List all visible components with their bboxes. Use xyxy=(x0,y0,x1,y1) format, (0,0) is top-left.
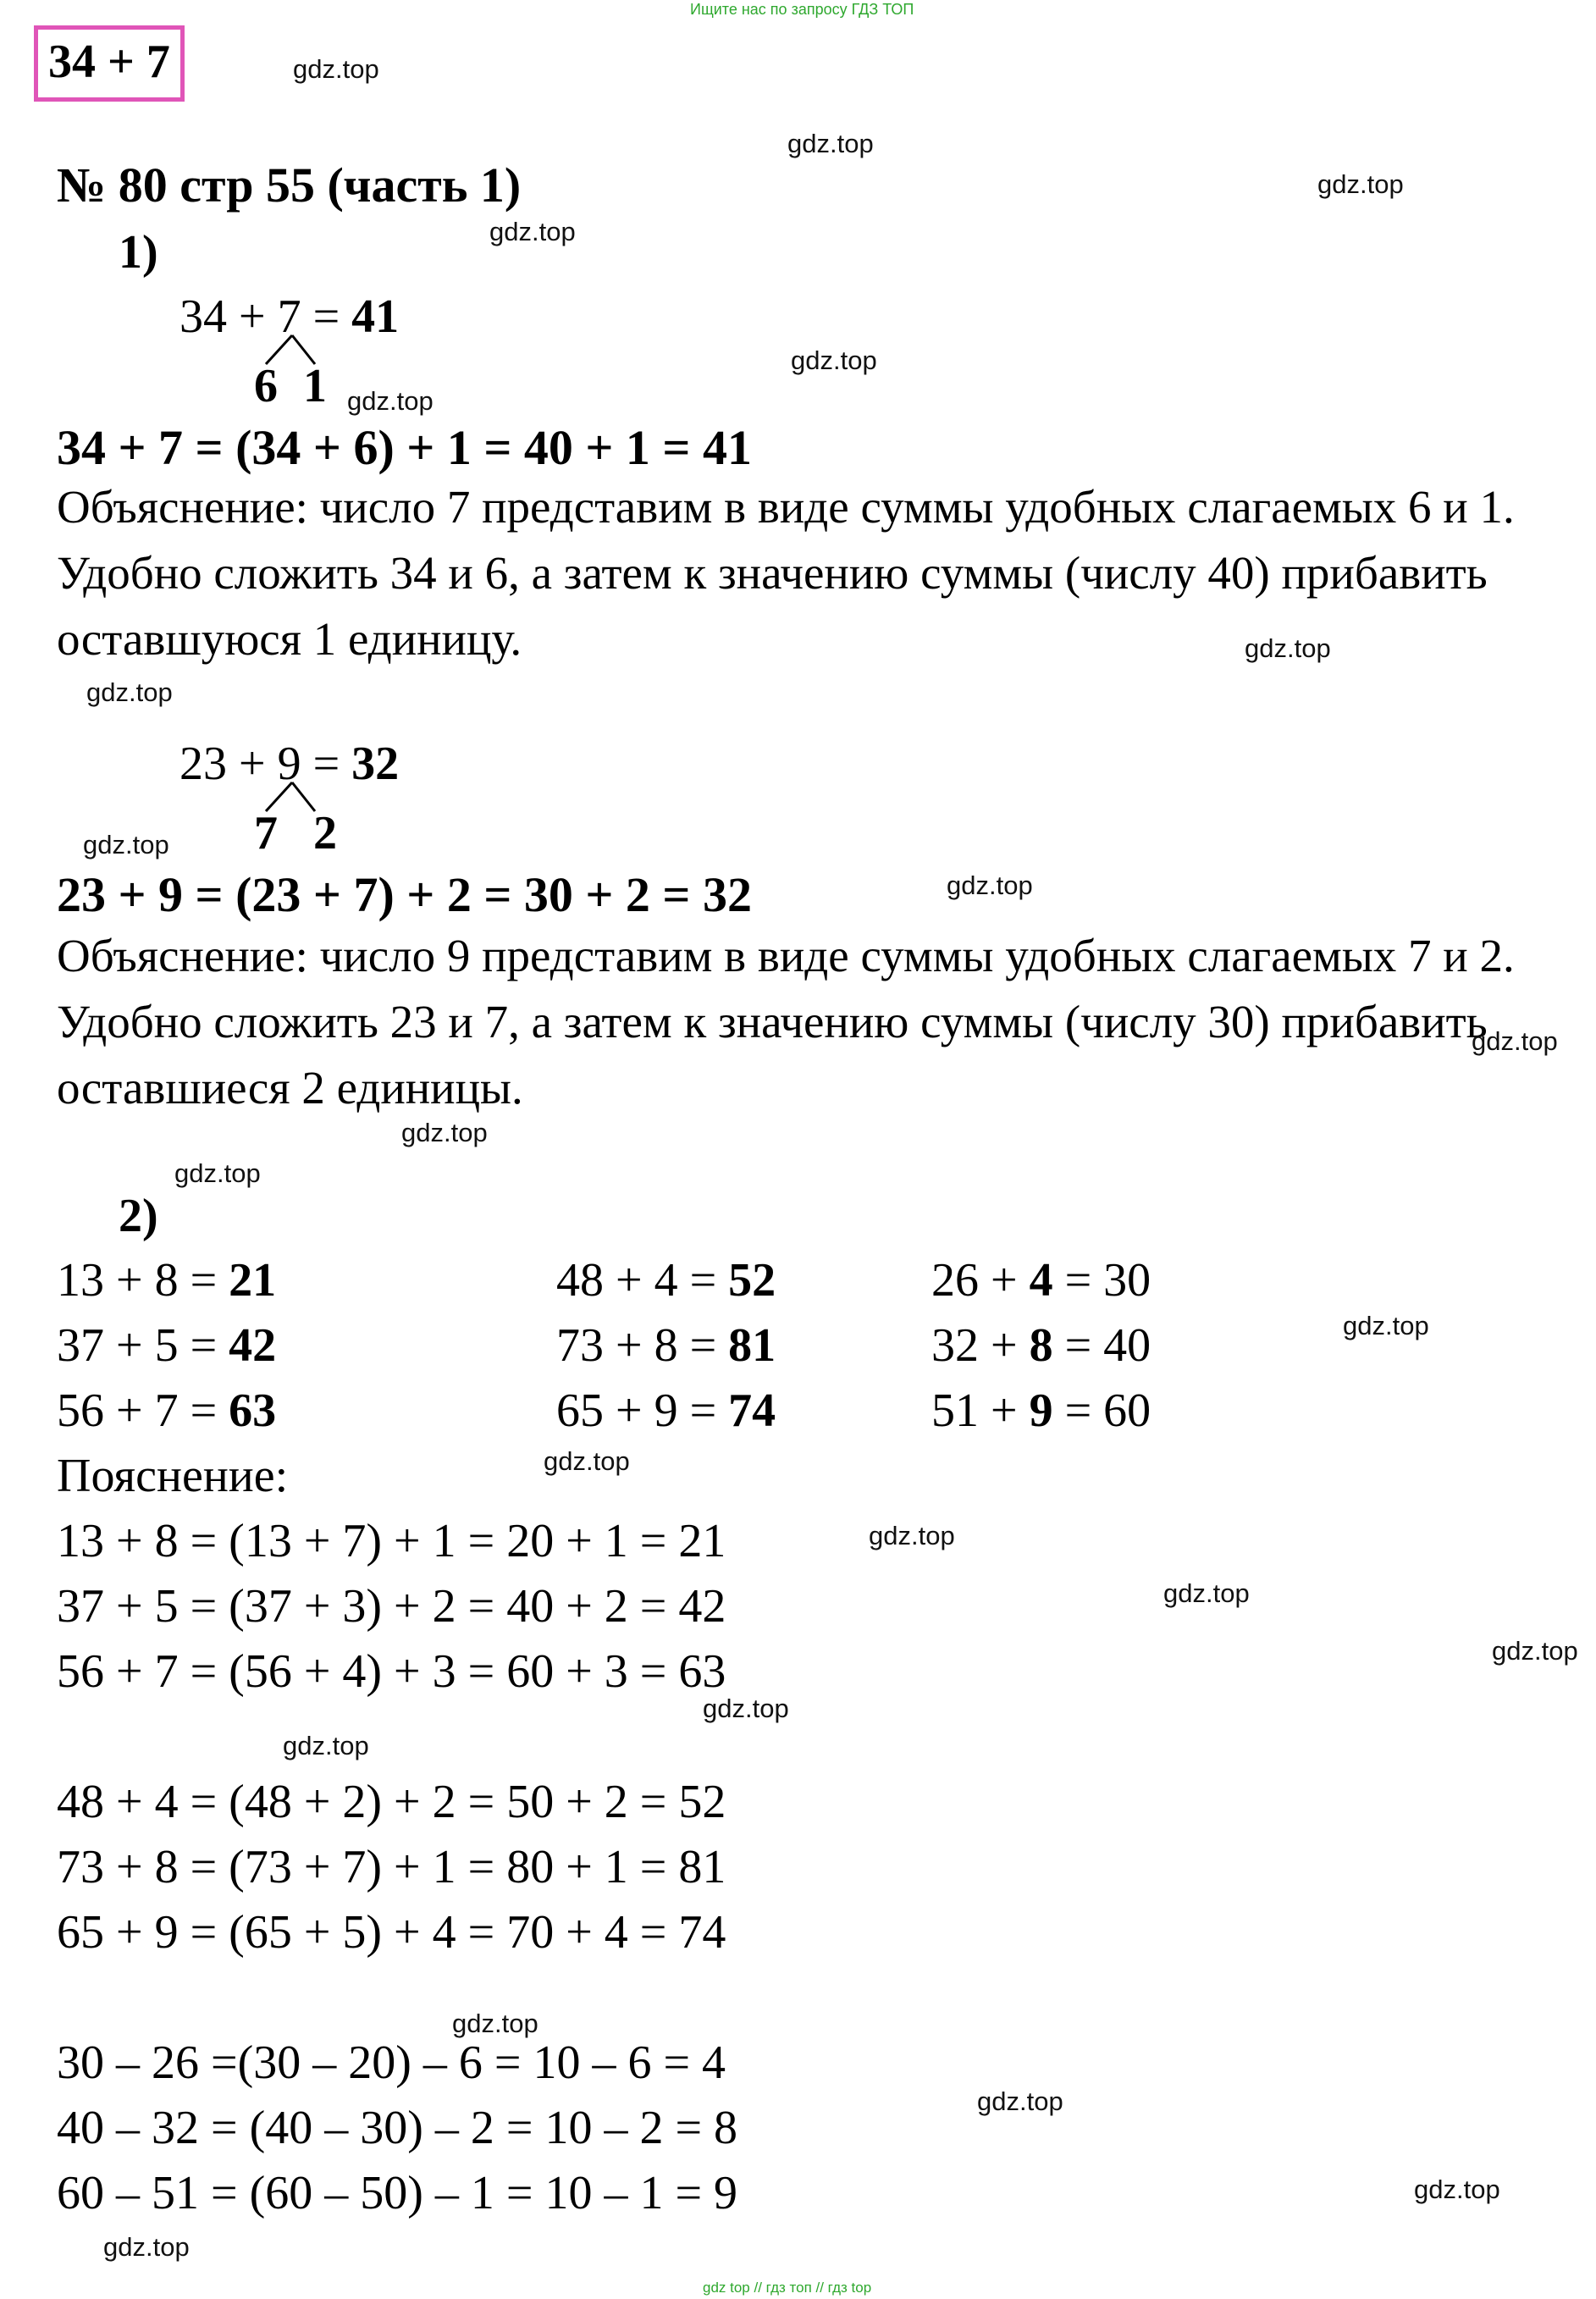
col1-row xyxy=(57,1254,277,1307)
top-search-note: Ищите нас по запросу ГДЗ ТОП xyxy=(690,1,914,18)
ex1-split-a: 6 xyxy=(254,360,278,412)
ex2-explanation: Объяснение: число 9 представим в виде суммы удобных слагаемых 7 и 2. Удобно сложить 23 и 7, а затем к значению суммы (числу 30) прибавить оставшиеся 2 единицы. xyxy=(57,930,1515,1114)
col2-row1-answer: 52 xyxy=(728,1254,776,1307)
watermark: gdz.top xyxy=(703,1694,789,1723)
col3-row3-pre: 51 + xyxy=(931,1384,1030,1437)
watermark: gdz.top xyxy=(293,54,379,84)
watermark: gdz.top xyxy=(791,345,877,375)
ex1-explanation: Объяснение: число 7 представим в виде суммы удобных слагаемых 6 и 1. Удобно сложить 34 и 6, а затем к значению суммы (числу 40) прибавить оставшуюся 1 единицу. xyxy=(57,481,1515,665)
col3-row1-post: = 30 xyxy=(1052,1254,1151,1307)
col1-row xyxy=(57,1384,277,1437)
col2-row xyxy=(556,1319,776,1372)
watermark: gdz.top xyxy=(869,1521,955,1550)
task-title: № 80 стр 55 (часть 1) xyxy=(57,158,522,213)
watermark: gdz.top xyxy=(1163,1578,1250,1608)
explanation-title: Пояснение: xyxy=(57,1450,289,1502)
col3-row2-bold: 8 xyxy=(1029,1319,1053,1372)
ex1-expr: 34 + 7 = xyxy=(179,290,352,343)
watermark: gdz.top xyxy=(1343,1311,1429,1340)
watermark: gdz.top xyxy=(452,2009,538,2038)
part1-label: 1) xyxy=(119,226,158,279)
col2-row2-expr: 73 + 8 = xyxy=(556,1319,729,1372)
col2-row xyxy=(556,1254,776,1307)
watermark: gdz.top xyxy=(401,1118,488,1147)
col1-row2-expr: 37 + 5 = xyxy=(57,1319,229,1372)
explain-line: 13 + 8 = (13 + 7) + 1 = 20 + 1 = 21 xyxy=(57,1515,726,1567)
explain-line: 48 + 4 = (48 + 2) + 2 = 50 + 2 = 52 xyxy=(57,1776,726,1828)
explain-line: 30 – 26 =(30 – 20) – 6 = 10 – 6 = 4 xyxy=(57,2036,726,2089)
watermark: gdz.top xyxy=(103,2232,190,2262)
watermark: gdz.top xyxy=(787,129,874,158)
col2-row3-expr: 65 + 9 = xyxy=(556,1384,729,1437)
ex1-split-b: 1 xyxy=(303,360,327,412)
watermark: gdz.top xyxy=(947,870,1033,900)
watermark: gdz.top xyxy=(977,2086,1063,2116)
col3-row xyxy=(931,1254,1151,1307)
col2-row xyxy=(556,1384,776,1437)
part2-label: 2) xyxy=(119,1190,158,1242)
ex1-answer: 41 xyxy=(351,290,400,343)
col1-row3-expr: 56 + 7 = xyxy=(57,1384,229,1437)
watermark: gdz.top xyxy=(83,830,169,859)
footer-note: gdz top // гдз топ // гдз top xyxy=(703,2280,872,2296)
ex2-expr: 23 + 9 = xyxy=(179,738,352,790)
explain-line: 37 + 5 = (37 + 3) + 2 = 40 + 2 = 42 xyxy=(57,1580,726,1633)
watermark: gdz.top xyxy=(1414,2175,1500,2204)
col3-row2-post: = 40 xyxy=(1052,1319,1151,1372)
col2-row2-answer: 81 xyxy=(728,1319,776,1372)
explain-line: 56 + 7 = (56 + 4) + 3 = 60 + 3 = 63 xyxy=(57,1645,726,1698)
watermark: gdz.top xyxy=(544,1446,630,1476)
ex2-full: 23 + 9 = (23 + 7) + 2 = 30 + 2 = 32 xyxy=(57,867,752,922)
watermark: gdz.top xyxy=(1472,1026,1558,1056)
ex2-split-a: 7 xyxy=(254,807,278,859)
col3-row3-bold: 9 xyxy=(1029,1384,1053,1437)
watermark: gdz.top xyxy=(489,217,576,246)
ex2-answer: 32 xyxy=(351,738,400,790)
explain-line: 65 + 9 = (65 + 5) + 4 = 70 + 4 = 74 xyxy=(57,1906,726,1959)
col1-row xyxy=(57,1319,277,1372)
col3-row3-post: = 60 xyxy=(1052,1384,1151,1437)
explain-line: 60 – 51 = (60 – 50) – 1 = 10 – 1 = 9 xyxy=(57,2167,738,2219)
col3-row2-pre: 32 + xyxy=(931,1319,1030,1372)
col3-row xyxy=(931,1384,1151,1437)
explain-line: 73 + 8 = (73 + 7) + 1 = 80 + 1 = 81 xyxy=(57,1841,726,1893)
col3-row1-pre: 26 + xyxy=(931,1254,1030,1307)
col2-row3-answer: 74 xyxy=(728,1384,776,1437)
col3-row xyxy=(931,1319,1151,1372)
header-box: 34 + 7 xyxy=(34,25,185,102)
ex1-full: 34 + 7 = (34 + 6) + 1 = 40 + 1 = 41 xyxy=(57,420,752,475)
watermark: gdz.top xyxy=(174,1158,261,1188)
watermark: gdz.top xyxy=(1317,169,1404,199)
col1-row1-answer: 21 xyxy=(229,1254,277,1307)
col3-row1-bold: 4 xyxy=(1029,1254,1053,1307)
watermark: gdz.top xyxy=(1492,1636,1578,1666)
col2-row1-expr: 48 + 4 = xyxy=(556,1254,729,1307)
col1-row3-answer: 63 xyxy=(229,1384,277,1437)
explain-line: 40 – 32 = (40 – 30) – 2 = 10 – 2 = 8 xyxy=(57,2102,738,2154)
watermark: gdz.top xyxy=(1245,633,1331,663)
watermark: gdz.top xyxy=(283,1731,369,1760)
col1-row2-answer: 42 xyxy=(229,1319,277,1372)
ex2-split-b: 2 xyxy=(313,807,337,859)
watermark: gdz.top xyxy=(86,677,173,707)
col1-row1-expr: 13 + 8 = xyxy=(57,1254,229,1307)
watermark: gdz.top xyxy=(347,386,434,416)
